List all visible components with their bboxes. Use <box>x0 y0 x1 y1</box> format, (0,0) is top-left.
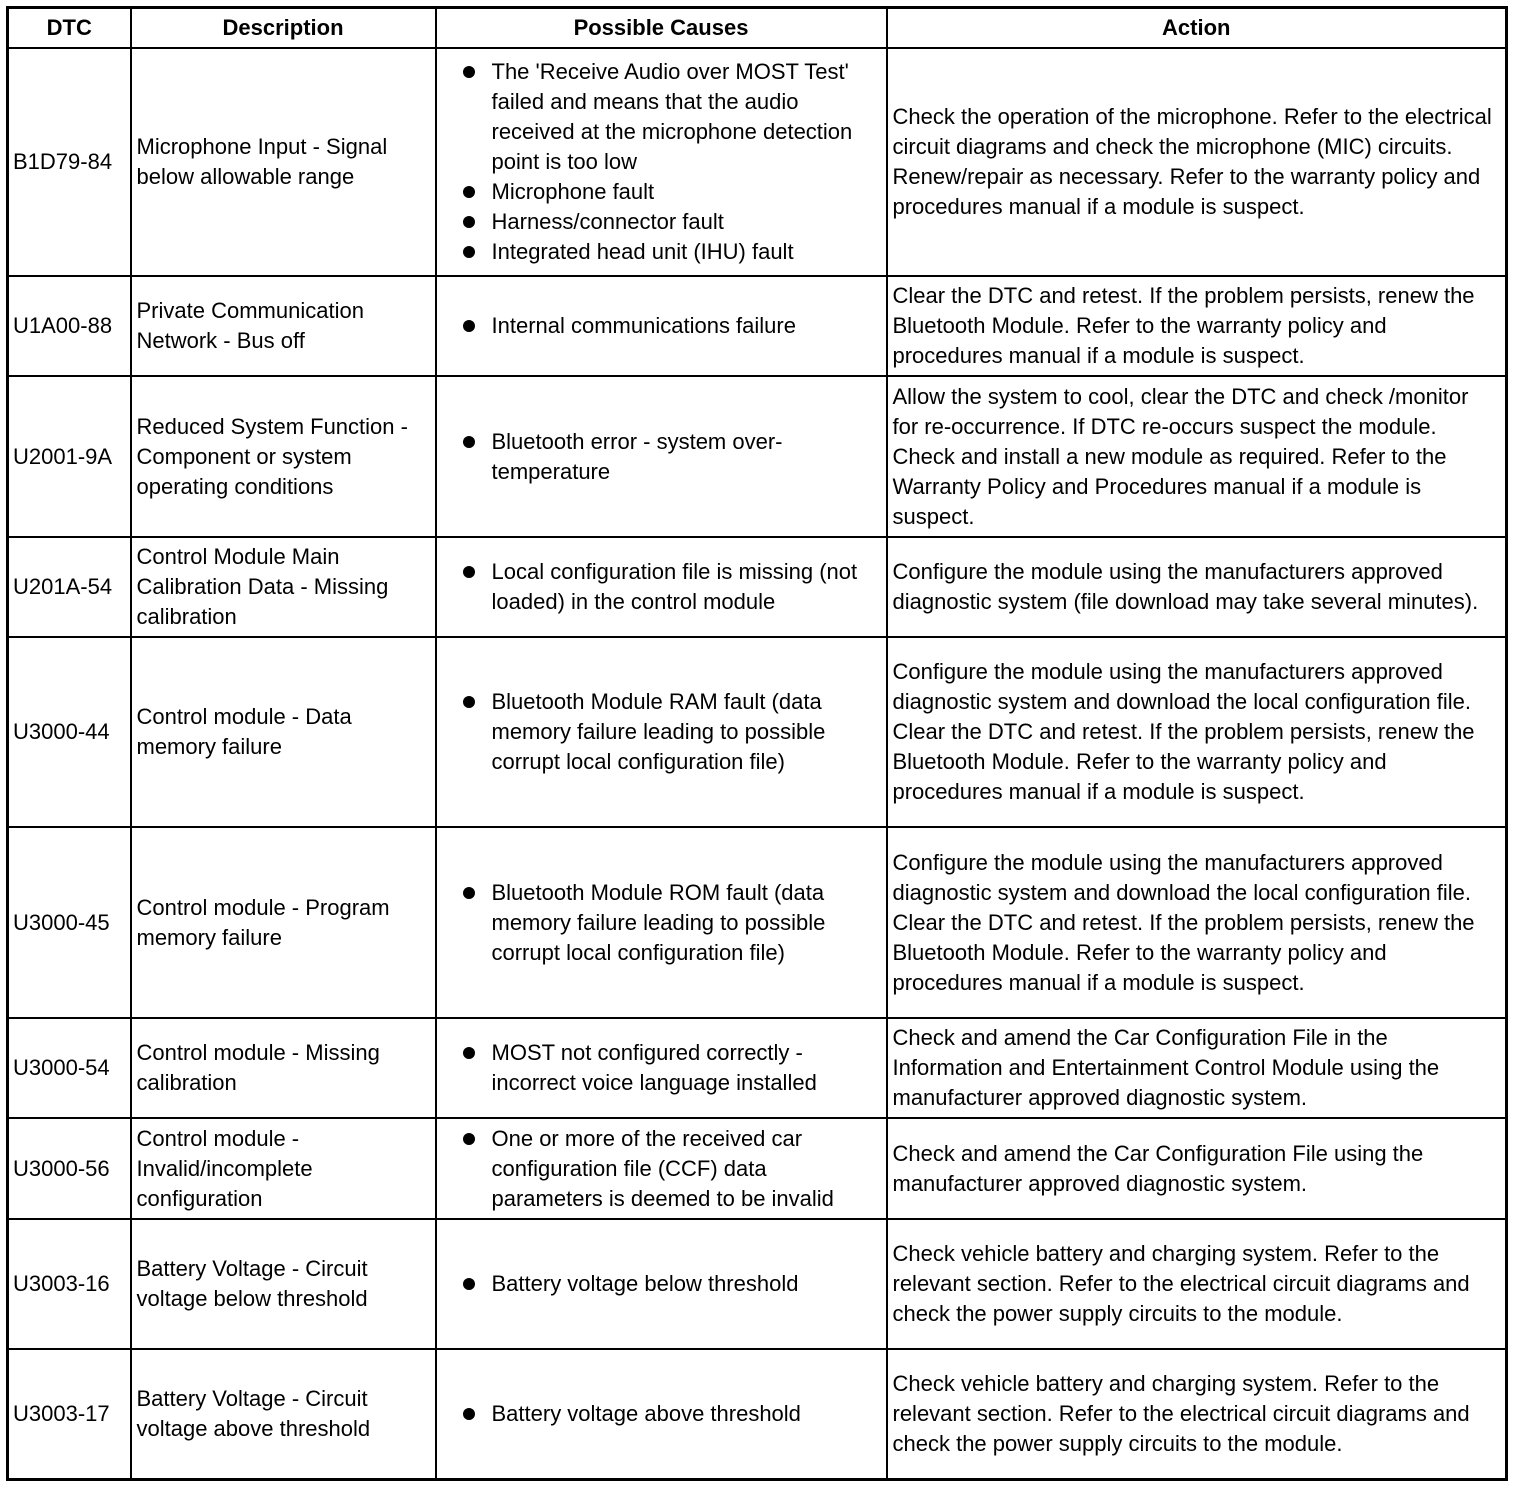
causes-list <box>442 687 881 777</box>
cause-text: The 'Receive Audio over MOST Test' failed and means that the audio received at the microphone detection point is too low <box>491 59 853 174</box>
action-cell: Check and amend the Car Configuration File using the manufacturer approved diagnostic system. <box>887 1118 1507 1219</box>
bullet-icon <box>463 320 475 332</box>
table-row <box>8 48 1507 276</box>
action-cell: Check vehicle battery and charging system. Refer to the relevant section. Refer to the electrical circuit diagrams and check the power supply circuits to the module. <box>887 1349 1507 1479</box>
description-cell: Battery Voltage - Circuit voltage above threshold <box>131 1349 436 1479</box>
header-row <box>8 8 1507 49</box>
action-cell: Check vehicle battery and charging system. Refer to the relevant section. Refer to the electrical circuit diagrams and check the power supply circuits to the module. <box>887 1219 1507 1349</box>
possible-causes-cell <box>436 1118 887 1219</box>
causes-list <box>442 1124 881 1214</box>
dtc-code: U3000-56 <box>8 1118 131 1219</box>
possible-causes-cell <box>436 1219 887 1349</box>
cause-text: Bluetooth error - system over-temperature <box>491 428 783 484</box>
table-row <box>8 537 1507 637</box>
cause-text: Battery voltage above threshold <box>491 1400 801 1426</box>
causes-list <box>442 878 881 968</box>
action-cell: Check and amend the Car Configuration File in the Information and Entertainment Control Module using the manufacturer approved diagnostic system. <box>887 1018 1507 1118</box>
action-cell: Configure the module using the manufacturers approved diagnostic system and download the local configuration file. Clear the DTC and retest. If the problem persists, renew the Bluetooth Module. Refer to the warranty policy and procedures manual if a module is suspect. <box>887 827 1507 1018</box>
bullet-icon <box>463 887 475 899</box>
description-cell: Control Module Main Calibration Data - Missing calibration <box>131 537 436 637</box>
table-row <box>8 276 1507 376</box>
causes-list <box>442 1269 881 1299</box>
causes-list <box>442 57 881 267</box>
cause-item <box>442 878 881 968</box>
bullet-icon <box>463 246 475 258</box>
bullet-icon <box>463 66 475 78</box>
table-row <box>8 376 1507 537</box>
cause-text: Local configuration file is missing (not loaded) in the control module <box>491 559 858 614</box>
bullet-icon <box>463 216 475 228</box>
cause-item <box>442 207 881 237</box>
causes-list <box>442 1038 881 1098</box>
header-possible-causes: Possible Causes <box>436 8 887 49</box>
dtc-code: B1D79-84 <box>8 48 131 276</box>
action-cell: Clear the DTC and retest. If the problem persists, renew the Bluetooth Module. Refer to the warranty policy and procedures manual if a module is suspect. <box>887 276 1507 376</box>
possible-causes-cell <box>436 1349 887 1479</box>
header-dtc: DTC <box>8 8 131 49</box>
header-action: Action <box>887 8 1507 49</box>
dtc-table <box>6 6 1508 1481</box>
possible-causes-cell <box>436 48 887 276</box>
possible-causes-cell <box>436 1018 887 1118</box>
cause-item <box>442 177 881 207</box>
cause-item <box>442 1269 881 1299</box>
dtc-code: U3003-16 <box>8 1219 131 1349</box>
possible-causes-cell <box>436 637 887 827</box>
dtc-code: U3000-54 <box>8 1018 131 1118</box>
action-cell: Check the operation of the microphone. Refer to the electrical circuit diagrams and check the microphone (MIC) circuits. Renew/repair as necessary. Refer to the warranty policy and procedures manual if a module is suspect. <box>887 48 1507 276</box>
cause-item <box>442 1124 881 1214</box>
dtc-code: U3000-44 <box>8 637 131 827</box>
possible-causes-cell <box>436 827 887 1018</box>
table-row <box>8 637 1507 827</box>
description-cell: Private Communication Network - Bus off <box>131 276 436 376</box>
bullet-icon <box>463 1278 475 1290</box>
cause-item <box>442 557 881 617</box>
bullet-icon <box>463 696 475 708</box>
dtc-code: U3000-45 <box>8 827 131 1018</box>
description-cell: Control module - Missing calibration <box>131 1018 436 1118</box>
description-cell: Reduced System Function - Component or system operating conditions <box>131 376 436 537</box>
action-cell: Configure the module using the manufacturers approved diagnostic system (file download may take several minutes). <box>887 537 1507 637</box>
table-row <box>8 1018 1507 1118</box>
bullet-icon <box>463 1133 475 1145</box>
table-row <box>8 827 1507 1018</box>
cause-text: Microphone fault <box>491 179 655 204</box>
table-row <box>8 1118 1507 1219</box>
cause-text: Battery voltage below threshold <box>491 1271 799 1296</box>
action-cell: Configure the module using the manufacturers approved diagnostic system and download the local configuration file. Clear the DTC and retest. If the problem persists, renew the Bluetooth Module. Refer to the warranty policy and procedures manual if a module is suspect. <box>887 637 1507 827</box>
cause-item <box>442 311 881 341</box>
bullet-icon <box>463 436 475 448</box>
causes-list <box>442 557 881 617</box>
possible-causes-cell <box>436 376 887 537</box>
table-row <box>8 1219 1507 1349</box>
cause-text: Harness/connector fault <box>491 209 724 234</box>
dtc-code: U201A-54 <box>8 537 131 637</box>
action-cell: Allow the system to cool, clear the DTC and check /monitor for re-occurrence. If DTC re-occurs suspect the module. Check and install a new module as required. Refer to the Warranty Policy and Procedures manual if a module is suspect. <box>887 376 1507 537</box>
dtc-code: U3003-17 <box>8 1349 131 1479</box>
header-description: Description <box>131 8 436 49</box>
cause-text: Bluetooth Module ROM fault (data memory failure leading to possible corrupt local configuration file) <box>491 879 826 965</box>
description-cell: Control module - Data memory failure <box>131 637 436 827</box>
description-cell: Microphone Input - Signal below allowable range <box>131 48 436 276</box>
cause-text: Internal communications failure <box>491 313 796 338</box>
cause-text: Bluetooth Module RAM fault (data memory failure leading to possible corrupt local configuration file) <box>491 689 826 774</box>
cause-text: MOST not configured correctly - incorrect voice language installed <box>491 1040 817 1095</box>
description-cell: Control module - Invalid/incomplete configuration <box>131 1118 436 1219</box>
cause-item <box>442 427 881 487</box>
causes-list <box>442 1399 881 1429</box>
cause-text: One or more of the received car configuration file (CCF) data parameters is deemed to be invalid <box>491 1125 834 1211</box>
dtc-code: U1A00-88 <box>8 276 131 376</box>
cause-item <box>442 1399 881 1429</box>
cause-text: Integrated head unit (IHU) fault <box>491 239 794 264</box>
possible-causes-cell <box>436 276 887 376</box>
causes-list <box>442 427 881 487</box>
bullet-icon <box>463 1408 475 1420</box>
cause-item <box>442 57 881 177</box>
causes-list <box>442 311 881 341</box>
table-row <box>8 1349 1507 1479</box>
bullet-icon <box>463 1047 475 1059</box>
cause-item <box>442 237 881 267</box>
cause-item <box>442 687 881 777</box>
cause-item <box>442 1038 881 1098</box>
bullet-icon <box>463 566 475 578</box>
description-cell: Control module - Program memory failure <box>131 827 436 1018</box>
dtc-code: U2001-9A <box>8 376 131 537</box>
bullet-icon <box>463 186 475 198</box>
possible-causes-cell <box>436 537 887 637</box>
description-cell: Battery Voltage - Circuit voltage below threshold <box>131 1219 436 1349</box>
